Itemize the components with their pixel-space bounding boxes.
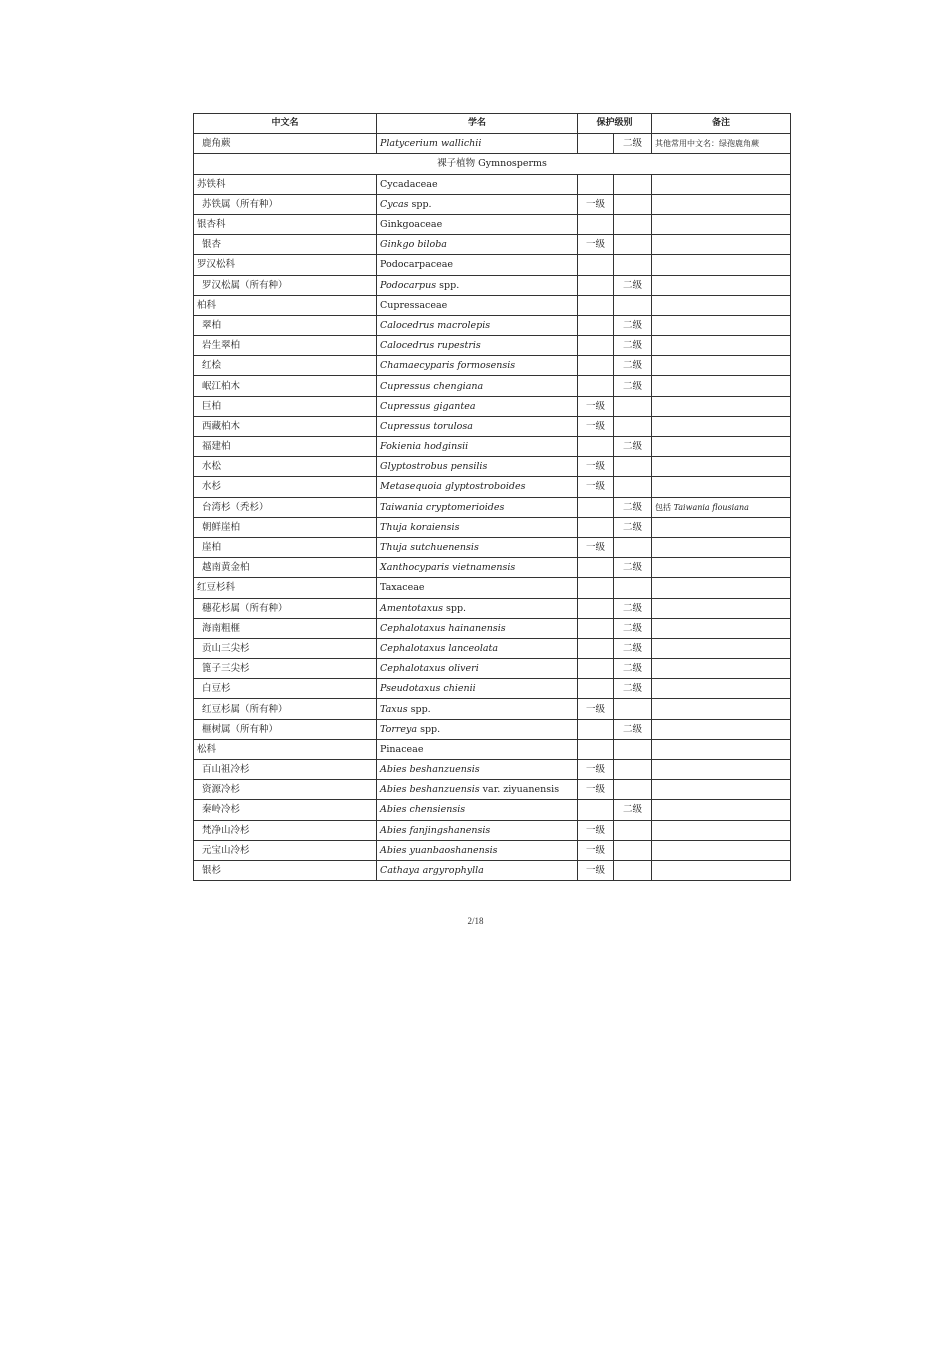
note-cell xyxy=(652,376,791,396)
level-one: 一级 xyxy=(578,477,614,497)
note-cell xyxy=(652,336,791,356)
scientific-name-suffix: spp. xyxy=(442,602,467,614)
table-row xyxy=(194,497,791,517)
scientific-name-italic: Platycerium wallichii xyxy=(380,138,482,150)
level-two xyxy=(614,457,652,477)
scientific-name xyxy=(377,618,578,638)
table-row xyxy=(194,336,791,356)
scientific-name xyxy=(377,860,578,880)
chinese-name: 朝鲜崖柏 xyxy=(194,517,377,537)
note-cell xyxy=(652,618,791,638)
chinese-name: 岩生翠柏 xyxy=(194,336,377,356)
scientific-name xyxy=(377,477,578,497)
scientific-name-italic: Podocarpus xyxy=(380,279,437,291)
table-row xyxy=(194,659,791,679)
note-cell xyxy=(652,255,791,275)
chinese-name: 百山祖冷杉 xyxy=(194,760,377,780)
level-two: 二级 xyxy=(614,275,652,295)
level-two: 二级 xyxy=(614,134,652,154)
note-cell xyxy=(652,659,791,679)
scientific-name xyxy=(377,679,578,699)
level-one: 一级 xyxy=(578,840,614,860)
table-row xyxy=(194,416,791,436)
table-row xyxy=(194,760,791,780)
species-table xyxy=(193,113,791,881)
header-chinese-name: 中文名 xyxy=(194,114,377,134)
family-row xyxy=(194,578,791,598)
chinese-name: 岷江柏木 xyxy=(194,376,377,396)
scientific-name xyxy=(377,780,578,800)
scientific-name-italic: Fokienia hodginsii xyxy=(380,441,469,453)
table-row xyxy=(194,699,791,719)
table-row xyxy=(194,780,791,800)
scientific-name xyxy=(377,235,578,255)
scientific-name-suffix: spp. xyxy=(408,198,432,210)
table-row xyxy=(194,638,791,658)
level-one xyxy=(578,275,614,295)
table-row xyxy=(194,134,791,154)
note-cell xyxy=(652,739,791,759)
level-one: 一级 xyxy=(578,235,614,255)
level-two: 二级 xyxy=(614,376,652,396)
table-row xyxy=(194,457,791,477)
chinese-name: 巨柏 xyxy=(194,396,377,416)
scientific-name-italic: Thuja koraiensis xyxy=(380,521,460,533)
level-one xyxy=(578,598,614,618)
table-row xyxy=(194,356,791,376)
note-cell xyxy=(652,679,791,699)
table-row xyxy=(194,194,791,214)
table-row xyxy=(194,860,791,880)
chinese-name: 越南黄金柏 xyxy=(194,558,377,578)
family-chinese-name: 松科 xyxy=(194,739,377,759)
level-one: 一级 xyxy=(578,416,614,436)
level-two xyxy=(614,194,652,214)
level-two xyxy=(614,699,652,719)
level-two: 二级 xyxy=(614,618,652,638)
scientific-name xyxy=(377,497,578,517)
scientific-name xyxy=(377,416,578,436)
family-row xyxy=(194,174,791,194)
chinese-name: 西藏柏木 xyxy=(194,416,377,436)
level-cell xyxy=(614,739,652,759)
scientific-name-italic: Calocedrus macrolepis xyxy=(380,319,491,331)
level-two xyxy=(614,235,652,255)
level-two: 二级 xyxy=(614,679,652,699)
scientific-name xyxy=(377,760,578,780)
scientific-name xyxy=(377,376,578,396)
scientific-name-italic: Taiwania cryptomerioides xyxy=(380,501,505,513)
chinese-name: 崖柏 xyxy=(194,537,377,557)
level-two: 二级 xyxy=(614,638,652,658)
header-scientific-name: 学名 xyxy=(377,114,578,134)
chinese-name: 红豆杉属（所有种） xyxy=(194,699,377,719)
scientific-name xyxy=(377,275,578,295)
table-row xyxy=(194,719,791,739)
note-cell xyxy=(652,719,791,739)
level-one: 一级 xyxy=(578,457,614,477)
family-chinese-name: 红豆杉科 xyxy=(194,578,377,598)
scientific-name xyxy=(377,820,578,840)
scientific-name xyxy=(377,537,578,557)
level-two xyxy=(614,396,652,416)
note-cell xyxy=(652,194,791,214)
level-two xyxy=(614,537,652,557)
level-two: 二级 xyxy=(614,598,652,618)
level-two xyxy=(614,760,652,780)
note-cell xyxy=(652,598,791,618)
scientific-name-italic: Cephalotaxus lanceolata xyxy=(380,642,499,654)
note-cell xyxy=(652,860,791,880)
table-row xyxy=(194,820,791,840)
level-two xyxy=(614,416,652,436)
scientific-name-suffix: spp. xyxy=(436,279,460,291)
level-one: 一级 xyxy=(578,860,614,880)
level-two: 二级 xyxy=(614,659,652,679)
header-notes: 备注 xyxy=(652,114,791,134)
scientific-name-italic: Pseudotaxus chienii xyxy=(380,683,476,695)
chinese-name: 银杉 xyxy=(194,860,377,880)
scientific-name-italic: Abies chensiensis xyxy=(380,804,466,816)
family-scientific-name: Cycadaceae xyxy=(377,174,578,194)
scientific-name-italic: Cupressus chengiana xyxy=(380,380,484,392)
header-row xyxy=(194,114,791,134)
level-one xyxy=(578,517,614,537)
scientific-name xyxy=(377,437,578,457)
table-row xyxy=(194,437,791,457)
note-cell xyxy=(652,477,791,497)
section-row xyxy=(194,154,791,174)
header-protection-level: 保护级别 xyxy=(578,114,652,134)
chinese-name: 海南粗榧 xyxy=(194,618,377,638)
family-row xyxy=(194,739,791,759)
scientific-name xyxy=(377,558,578,578)
level-one xyxy=(578,134,614,154)
note-italic: Taiwania flousiana xyxy=(673,502,749,512)
scientific-name xyxy=(377,457,578,477)
scientific-name xyxy=(377,356,578,376)
level-one xyxy=(578,497,614,517)
scientific-name xyxy=(377,134,578,154)
table-row xyxy=(194,800,791,820)
table-row xyxy=(194,840,791,860)
scientific-name-italic: Ginkgo biloba xyxy=(380,239,447,251)
table-row xyxy=(194,618,791,638)
level-two: 二级 xyxy=(614,800,652,820)
chinese-name: 翠柏 xyxy=(194,315,377,335)
level-two xyxy=(614,840,652,860)
level-one: 一级 xyxy=(578,194,614,214)
scientific-name-italic: Taxus xyxy=(380,703,408,715)
note-cell xyxy=(652,517,791,537)
note-cell xyxy=(652,457,791,477)
table-row xyxy=(194,315,791,335)
scientific-name-italic: Chamaecyparis formosensis xyxy=(380,360,516,372)
scientific-name xyxy=(377,659,578,679)
scientific-name xyxy=(377,699,578,719)
chinese-name: 篦子三尖杉 xyxy=(194,659,377,679)
table-row xyxy=(194,376,791,396)
chinese-name: 福建柏 xyxy=(194,437,377,457)
chinese-name: 秦岭冷杉 xyxy=(194,800,377,820)
chinese-name: 白豆杉 xyxy=(194,679,377,699)
level-two: 二级 xyxy=(614,497,652,517)
scientific-name-italic: Abies yuanbaoshanensis xyxy=(380,844,498,856)
chinese-name: 梵净山冷杉 xyxy=(194,820,377,840)
note-cell xyxy=(652,356,791,376)
table-row xyxy=(194,477,791,497)
family-row xyxy=(194,295,791,315)
note-cell xyxy=(652,638,791,658)
level-one xyxy=(578,376,614,396)
table-row xyxy=(194,558,791,578)
note-text: 包括 xyxy=(655,502,674,512)
note-cell xyxy=(652,780,791,800)
scientific-name-italic: Cephalotaxus oliveri xyxy=(380,663,479,675)
level-one xyxy=(578,336,614,356)
scientific-name-italic: Xanthocyparis vietnamensis xyxy=(380,562,516,574)
scientific-name xyxy=(377,517,578,537)
scientific-name xyxy=(377,598,578,618)
scientific-name-italic: Thuja sutchuenensis xyxy=(380,542,479,554)
chinese-name: 罗汉松属（所有种） xyxy=(194,275,377,295)
level-two: 二级 xyxy=(614,356,652,376)
note-cell xyxy=(652,235,791,255)
scientific-name-italic: Amentotaxus xyxy=(380,602,443,614)
note-cell xyxy=(652,537,791,557)
note-cell xyxy=(652,134,791,154)
note-cell xyxy=(652,760,791,780)
family-scientific-name: Pinaceae xyxy=(377,739,578,759)
chinese-name: 资源冷杉 xyxy=(194,780,377,800)
scientific-name-italic: Glyptostrobus pensilis xyxy=(380,461,488,473)
level-one: 一级 xyxy=(578,396,614,416)
scientific-name-italic: Abies beshanzuensis xyxy=(380,784,480,796)
level-two: 二级 xyxy=(614,719,652,739)
level-one: 一级 xyxy=(578,780,614,800)
scientific-name-italic: Cupressus gigantea xyxy=(380,400,476,412)
scientific-name xyxy=(377,840,578,860)
level-one xyxy=(578,356,614,376)
table-row xyxy=(194,537,791,557)
chinese-name: 台湾杉（秃杉） xyxy=(194,497,377,517)
level-two xyxy=(614,860,652,880)
chinese-name: 榧树属（所有种） xyxy=(194,719,377,739)
chinese-name: 红桧 xyxy=(194,356,377,376)
chinese-name: 鹿角蕨 xyxy=(194,134,377,154)
level-cell xyxy=(578,174,614,194)
table-row xyxy=(194,598,791,618)
chinese-name: 水杉 xyxy=(194,477,377,497)
scientific-name xyxy=(377,396,578,416)
family-chinese-name: 柏科 xyxy=(194,295,377,315)
level-one xyxy=(578,719,614,739)
chinese-name: 贡山三尖杉 xyxy=(194,638,377,658)
scientific-name xyxy=(377,194,578,214)
level-cell xyxy=(614,214,652,234)
section-title: 裸子植物 Gymnosperms xyxy=(194,154,791,174)
scientific-name-italic: Cupressus torulosa xyxy=(380,420,473,432)
scientific-name xyxy=(377,336,578,356)
note-cell xyxy=(652,295,791,315)
level-one: 一级 xyxy=(578,537,614,557)
level-one: 一级 xyxy=(578,760,614,780)
scientific-name-italic: Cathaya argyrophylla xyxy=(380,865,484,877)
level-one: 一级 xyxy=(578,820,614,840)
note-cell xyxy=(652,699,791,719)
scientific-name-suffix: spp. xyxy=(407,703,431,715)
family-chinese-name: 银杏科 xyxy=(194,214,377,234)
level-one xyxy=(578,679,614,699)
page-number: 2/18 xyxy=(467,916,484,926)
table-row xyxy=(194,679,791,699)
table-row xyxy=(194,235,791,255)
chinese-name: 苏铁属（所有种） xyxy=(194,194,377,214)
level-two: 二级 xyxy=(614,336,652,356)
family-chinese-name: 苏铁科 xyxy=(194,174,377,194)
level-two xyxy=(614,477,652,497)
note-cell xyxy=(652,820,791,840)
chinese-name: 元宝山冷杉 xyxy=(194,840,377,860)
scientific-name xyxy=(377,800,578,820)
family-row xyxy=(194,214,791,234)
level-cell xyxy=(614,578,652,598)
level-cell xyxy=(578,214,614,234)
level-cell xyxy=(578,295,614,315)
table-row xyxy=(194,275,791,295)
level-two: 二级 xyxy=(614,315,652,335)
level-cell xyxy=(578,255,614,275)
family-scientific-name: Podocarpaceae xyxy=(377,255,578,275)
level-one xyxy=(578,659,614,679)
level-two: 二级 xyxy=(614,437,652,457)
note-cell xyxy=(652,558,791,578)
note-cell xyxy=(652,214,791,234)
level-cell xyxy=(578,739,614,759)
note-cell xyxy=(652,437,791,457)
note-cell xyxy=(652,275,791,295)
scientific-name-italic: Cephalotaxus hainanensis xyxy=(380,622,506,634)
chinese-name: 穗花杉属（所有种） xyxy=(194,598,377,618)
level-two: 二级 xyxy=(614,517,652,537)
note-cell xyxy=(652,800,791,820)
level-one xyxy=(578,618,614,638)
note-cell xyxy=(652,396,791,416)
scientific-name-italic: Abies fanjingshanensis xyxy=(380,824,491,836)
note-cell xyxy=(652,578,791,598)
level-one: 一级 xyxy=(578,699,614,719)
level-one xyxy=(578,437,614,457)
level-one xyxy=(578,558,614,578)
scientific-name-suffix: spp. xyxy=(417,723,441,735)
family-chinese-name: 罗汉松科 xyxy=(194,255,377,275)
note-cell xyxy=(652,416,791,436)
scientific-name-italic: Cycas xyxy=(380,198,409,210)
level-one xyxy=(578,638,614,658)
note-cell xyxy=(652,174,791,194)
scientific-name-italic: Torreya xyxy=(380,723,418,735)
family-scientific-name: Taxaceae xyxy=(377,578,578,598)
level-cell xyxy=(578,578,614,598)
level-two xyxy=(614,820,652,840)
level-two xyxy=(614,780,652,800)
level-cell xyxy=(614,295,652,315)
family-scientific-name: Cupressaceae xyxy=(377,295,578,315)
note-cell xyxy=(652,315,791,335)
level-two: 二级 xyxy=(614,558,652,578)
scientific-name xyxy=(377,719,578,739)
chinese-name: 银杏 xyxy=(194,235,377,255)
scientific-name-italic: Calocedrus rupestris xyxy=(380,340,481,352)
scientific-name-italic: Abies beshanzuensis xyxy=(380,764,480,776)
scientific-name xyxy=(377,315,578,335)
family-row xyxy=(194,255,791,275)
note-cell xyxy=(652,497,791,517)
note-text: 其他常用中文名：绿孢鹿角蕨 xyxy=(655,139,760,149)
note-cell xyxy=(652,840,791,860)
level-cell xyxy=(614,255,652,275)
level-cell xyxy=(614,174,652,194)
level-one xyxy=(578,800,614,820)
scientific-name-italic: Metasequoia glyptostroboides xyxy=(380,481,526,493)
table-row xyxy=(194,396,791,416)
chinese-name: 水松 xyxy=(194,457,377,477)
level-one xyxy=(578,315,614,335)
scientific-name xyxy=(377,638,578,658)
table-row xyxy=(194,517,791,537)
scientific-name-suffix: var. ziyuanensis xyxy=(479,784,560,796)
family-scientific-name: Ginkgoaceae xyxy=(377,214,578,234)
